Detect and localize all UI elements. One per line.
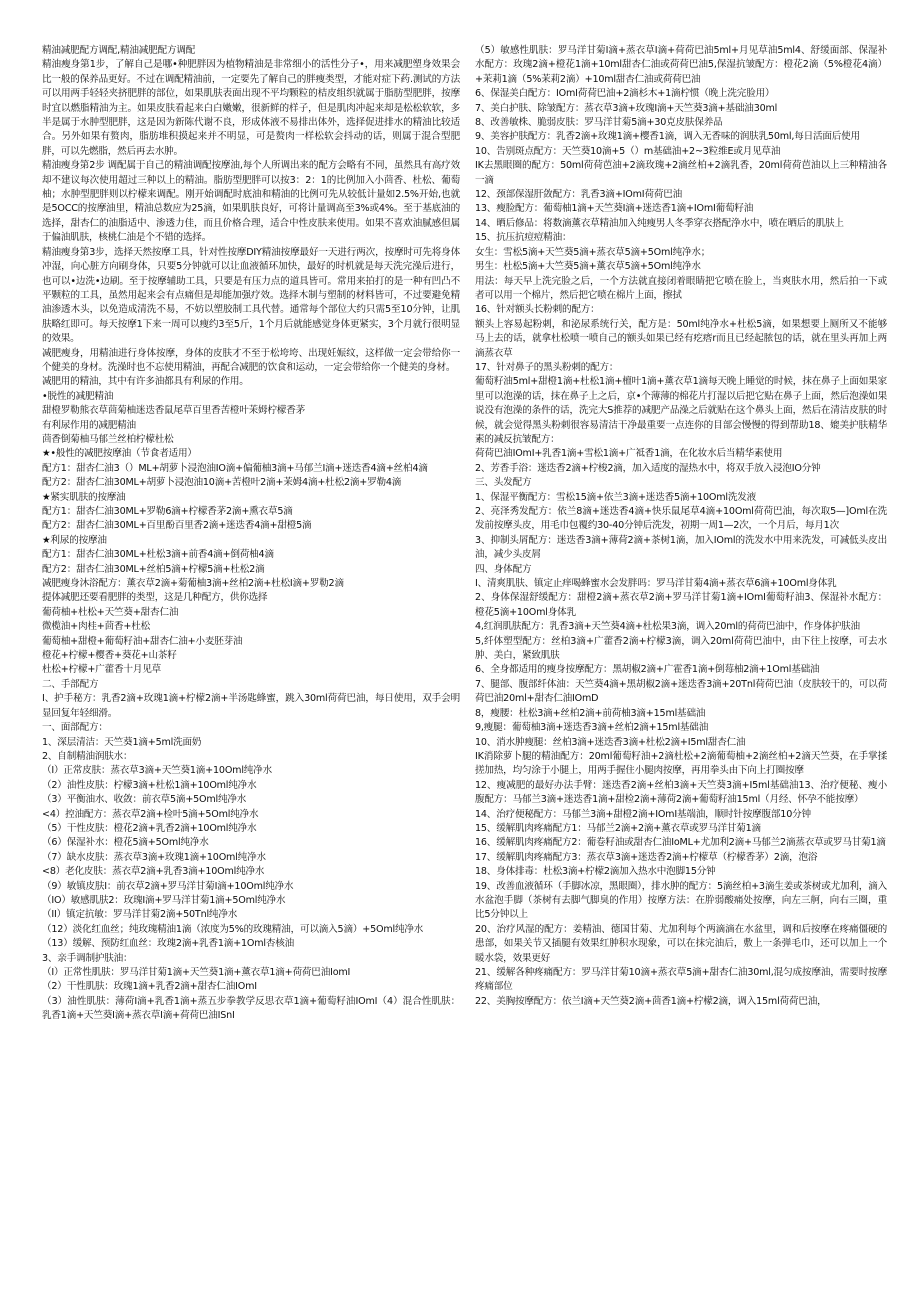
paragraph: 甜橙罗勒熊衣草茴菊柚迷迭香鼠尾草百里香苦橙叶茉姆柠檬香茅 [42,405,306,417]
paragraph: 16、缓解肌肉疼痛配方2：葡卷籽油或甜杏仁油IoML+尤加利2滴+马郁兰2滴蒸衣草或罗马甘菊1滴 [475,837,886,849]
paragraph: 3、抑制头屑配方：迷迭香3滴+薄荷2滴+茶树1滴，加入IOml的洗发水中用来洗发，可减低头皮出油，减少头皮屑 [475,534,887,561]
paragraph: （I）正常性肌肤：罗马洋甘菊1滴+天竺葵1滴+薰衣草1滴+荷荷巴油IomI [42,967,351,978]
section-heading: 二、手部配方 [42,678,99,690]
paragraph: （I）正常皮肤：蒸衣草3滴+天竺葵1滴+10Oml纯净水 [42,765,272,777]
paragraph: 16、针对额头长粉刺的配方： [475,304,600,316]
paragraph: <4）控油配方：蒸衣草2滴+检叶5滴+5Oml纯净水 [42,808,259,820]
paragraph: 14、晒后修品：将数滴薰衣草精油加入纯瘦男人冬季穿衣搭配浄水中，喷在晒后的肌肤上 [475,217,844,229]
paragraph: 精油瘦身第2步 调配属于自己的精油调配按摩油,每个人所调出来的配方会略有不同，虽然具有高疗效却不建议每次使用超过三种以上的精油。脂肪型肥胖可以按3：2：1的比例加入小茴香、杜松、葡萄柚；水肿型肥胖则以柠檬来调配。刚开始调配时底油和精油的比例可先从较低计量如2.5%开始,也就是5OCC的按摩油里，精油总数应为25滴，如果肌肤良好，可将计量调高至3%或4%。至于基底油的选择，甜杏仁的油脂适中、渗透力佳，而且价格合理，适合中性皮肤来使用。如果不喜欢油腻感但属于偏油肌肤，核桃仁油是个不错的选择。 [42,160,460,244]
paragraph: 配方1：甜杏仁油30ML+罗勒6滴+柠檬香茅2滴+熏衣草5滴 [42,506,293,517]
paragraph: （2）油性皮肤：柠檬3滴+杜松1滴+10Oml纯净水 [42,779,257,791]
paragraph: （3）油性肌肤：薄荷I滴+乳香1滴+蒸五步拳教学反思衣草1滴+葡萄籽油IOmI（4）混合性肌肤：乳香1滴+天竺葵I滴+蒸衣草I滴+荷荷巴油ISnI [42,995,460,1022]
paragraph: 配方2：甜杏仁油30ML+丝柏5滴+柠檬5滴+杜松2滴 [42,563,265,575]
paragraph: 1、保湿平衡配方：雪松15滴+依兰3滴+迷迭香5滴+10Oml洗发液 [475,491,757,503]
right-column [475,44,887,1009]
paragraph: （12）淡化红血丝；纯玫瑰精油1滴（浓度为5%的玫瑰精油，可以滴入5滴）+5Oml纯净水 [42,923,424,935]
paragraph: I、护手秘方：乳香2滴+玫瑰1滴+柠檬2滴+半汤匙蜂蜜，跳入30ml荷荷巴油，每日使用，双手会明显回复年轻细滑。 [42,693,460,719]
paragraph: I、清爽肌肤、镇定止痒喝蜂蜜水会发胖吗：罗马洋甘菊4滴+蒸衣草6滴+10Oml身体乳 [475,578,837,590]
paragraph: （II）镇定抗敏：罗马洋甘菊2滴+50Tnl纯净水 [42,909,238,921]
paragraph: 12、颈部保湿肝敛配方：乳香3滴+IOmI荷荷巴油 [475,189,682,201]
paragraph: 8，瘦腰：杜松3滴+丝柏2滴+前荷柚3滴+15ml基础油 [475,707,706,719]
paragraph: 18、身体排毒：杜松3滴+柠檬2滴加入热水中泡脚15分钟 [475,866,716,878]
paragraph: 14、治疗便秘配方：马郁兰3滴+甜橙2滴+IOmI基端油，顺时针按摩腹部10分钟 [475,808,811,820]
paragraph: 2、自制精油润肤水： [42,750,133,762]
paragraph: （IO）敏感肌肤2：玫瑰I滴+罗马洋甘菊1滴+5Oml纯净水 [42,894,286,906]
paragraph: <8）老化皮肤：蒸衣草2滴+乳香3滴+10Oml纯净水 [42,866,265,878]
paragraph: IK消除萝卜腿的精油配方：20ml葡萄籽油+2滴杜松+2滴葡萄柚+2滴丝柏+2滴天竺葵，在手掌揉搓加热，均匀涂于小腿上，用两手握住小腿肉按摩，再用拳头由下向上打圈按摩 [475,750,887,777]
paragraph: 2、身体保湿舒缓配方：甜橙2滴+蒸衣草2滴+罗马洋甘菊1滴+IOmI葡萄籽油3、保湿补水配方：橙花5滴+10Oml身体乳 [475,592,887,618]
paragraph: （3）平衡油水、收敛：前衣草5滴+5Oml纯净水 [42,794,247,806]
paragraph: 男生：杜松5滴+大竺葵5滴+薰衣草5滴+5Oml纯净水 [475,261,701,273]
paragraph: 减肥用的精油，其中有许多油都具有利尿的作用。 [42,376,249,388]
paragraph: 提体减肥还要看肥胖的类型，这是几种配方，供你选择 [42,592,268,604]
paragraph: 配方1：甜杏仁油3（）ML+胡萝卜浸泡油IO滴+偏葡柚3滴+马郁兰I滴+迷迭香4滴+丝柏4滴 [42,462,428,474]
paragraph: 配方2：甜杏仁油30ML+胡萝卜浸泡油10滴+苦橙叶2滴+茉姆4滴+杜松2滴+罗勒4滴 [42,477,402,489]
paragraph: 19、改善血液循环（手脚冰凉，黑眼圈），排水肿的配方：5滴丝柏+3滴生姜或茶树或尤加利，滴入水盆泡手脚（茶树有去脚气脚臭的作用）按摩方法：在肸弱酸痛处按摩，向左三舸，向右三圈，重比5分钟以上 [475,880,887,921]
paragraph: （13）缓解、预防红血丝：玫瑰2滴+乳香1滴+1Oml杏核油 [42,938,295,950]
section-heading: ★紧实肌肤的按摩油 [42,491,126,503]
paragraph: 15、缓解肌肉疼痛配方1：马郁兰2滴+2滴+薰衣草或罗马洋甘菊1滴 [475,822,761,834]
left-column [42,44,460,1024]
paragraph: 茴香倒菊柚马郁兰丝柏柠檬杜松 [42,433,174,445]
paragraph: 5,纤体塑型配方：丝柏3滴+广藿香2滴+柠檬3滴，调入20ml荷荷巴油中，由下往上按摩，可去水肿、美白，紧致肌肤 [475,635,887,662]
paragraph: 杜松+柠檬+广藿香十月见草 [42,664,162,676]
paragraph: 6、全身都适用的瘦身按摩配方：黑胡椒2滴+广霍香1滴+倒莓柚2滴+1Oml基础油 [475,664,820,676]
paragraph: 20、治疗风湿的配方：姜精油、德国甘菊、尤加利每个两滴滴在水盆里，调和后按摩在疼痛僵硬的患部，如果关节又插腿有效果红肿积水现象，可以在抹完油后，敷上一条弹毛巾，还可以加上一个暖水袋，效果更好 [475,923,887,964]
paragraph: 用法：每天早上洗完脸之后，一个方法就直接闭着眼睛把它喷在脸上，当爽肤水用，然后拍一下或者可以用一个棉片，然后把它喷在棉片上面，擦拭 [475,275,887,301]
paragraph: 10、消水肿瘦腿：丝柏3滴+迷迭香3滴+杜松2滴+I5ml甜杏仁油 [475,736,746,748]
paragraph: 12、瘦减肥的最好办法手臂：迷迭香2滴+丝柏3滴+天竺葵3滴+I5ml基础油13、治疗便秘、瘦小腹配方：马郁兰3滴+迷迭香1滴+甜检2滴+薄荷2滴+葡萄籽油15ml（月经、怀孕不能按摩） [475,779,887,806]
paragraph: 8、改善敏株、脆弱皮肤：罗马洋甘菊5滴+30克皮肤保养品 [475,117,723,129]
paragraph: （5）敏感性肌肤：罗马洋甘菊I滴+蒸衣草I滴+荷荷巴油5ml+月见草油5ml4、舒缓面部、保湿补水配方：玫瑰2滴+橙花1滴+10ml甜杏仁油或荷荷巴油5,保湿抗皱配方：橙花2滴（5%橙花4滴）+茉莉1滴（5%茉莉2滴）+10ml甜杏仁油或荷荷巴油 [475,45,887,85]
paragraph: 葡萄籽油5ml+甜橙1滴+杜松1滴+檀叶1滴+薰衣草1滴每天晚上睡觉的时候，抹在鼻子上面如果家里可以泡澡的话，抹在鼻子上之后，京•个薄薄的棉花片打湿以后把它贴在鼻子上面，然后泡澡如果说没有泡澡的条件的话，洗完大S推荐的减肥产品澡之后就贴在这个鼻头上面，然后在清洁皮肤的时候，就会觉得黑头粉刺很容易清洁干净最重要一点连你的目部会慢慢的得到帮助18、媲美护肤精华素的减反抗皱配方： [475,376,887,445]
paragraph: 10、告别斑点配方：天竺葵10滴+5（）m基础油+2~3粒维E或月见草油 [475,145,781,157]
paragraph: 橙花+柠檬+樱香+葵花+山茶籽 [42,650,177,662]
paragraph: （6）保湿补水：橙花5滴+5Oml纯净水 [42,837,209,849]
paragraph: •脱性的减肥精油 [42,390,114,402]
paragraph: 女生：雪松5滴+天竺葵5滴+蒸衣草5滴+5Oml纯净水； [475,246,711,258]
paragraph: 有利尿作用的减肥精油 [42,419,136,431]
section-heading: ★•般性的减肥按摩油（节食者适用） [42,448,197,460]
paragraph: 2、芳香手浴：迷迭香2滴+柠梭2滴，加入适度的湿热水中，将双手放入浸泡IO分钟 [475,462,821,474]
paragraph: 1、深层清洁：天竺葵1滴+5ml洗面奶 [42,736,202,748]
paragraph: 22、美胸按摩配方：依兰I滴+天竺葵2滴+茴香1滴+柠檬2滴，调入15ml荷荷巴油， [475,995,827,1007]
paragraph: 精油瘦身第1步，了解自己是哪•种肥胖因为植物精油是非常细小的活性分子•，用来减肥塑身效果会比一般的保养品更好。不过在调配精油前，一定要先了解自己的胖瘦类型，才能对症下药.测试的方法可以用两手轻轻夹挤肥胖的部位，如果肌肤表面出现不平均颗粒的桔皮组织就属于脂肪型肥胖，按摩时宜以燃脂精油为主。如果皮肤看起来白白嫩嫩，很新鲜的样子，但是肌肉冲起来却是松松软软，多半是属于水肿型肥胖，这是因为新陈代谢不良，形成体液不易排出体外，选择促进排水的精油比较适合。另外如果有赘肉，脂肪堆积摸起来并不明显，可是赘肉一样松软会抖动的话，则属于混合型肥胖，可以先燃脂，然后再去水肿。 [42,59,460,157]
paragraph: （7）缺水皮肤：蒸衣草3滴+玫瑰1滴+10Oml纯净水 [42,851,266,863]
paragraph: 21、缓解各种疼痛配方：罗马洋甘菊10滴+蒸衣草5滴+甜杏仁油30ml,混匀成按摩油，需要时按摩疼痛部位 [475,967,887,993]
paragraph: 17、针对鼻子的黑头粉刺的配方： [475,361,619,373]
paragraph: 荷荷巴油IOmI+乳香1滴+雪松1滴+广祗香1滴，在化妆水后当精华素使用 [475,448,783,460]
paragraph: 葡萄柚+甜橙+葡萄籽油+甜杏仁油+小麦胚芽油 [42,635,243,647]
paragraph: 9、美容护肤配方：乳香2滴+玫瑰1滴+樱香1滴，调入无香味的润肤乳50ml,每日活面后使用 [475,131,860,143]
paragraph: IK去黑眼圈的配方：50ml荷荷芭油+2滴玫瑰+2滴丝柏+2滴乳香，20ml荷荷芭油以上三种精油各一滴 [475,160,887,186]
section-heading: 三、头发配方 [475,477,532,489]
paragraph: 减肥瘦身沐浴配方：薰衣草2滴+菊葡柚3滴+丝柏2滴+杜松I滴+罗勒2滴 [42,578,344,590]
paragraph: 3、亲手调制护肤油： [42,952,133,964]
paragraph: 6、保湿美白配方：IOmI荷荷巴油+2滴杉木+1滴柠惯（晚上洗完脸用） [475,88,775,100]
paragraph: 配方1：甜杏仁油30ML+杜松3滴+前香4滴+倒荷柚4滴 [42,549,274,561]
section-heading: ★利尿的按摩油 [42,534,107,546]
section-heading: 一、面部配方： [42,722,108,734]
paragraph: 17、缓解肌肉疼痛配方3：蒸衣草3滴+迷迭香2滴+柠檬草（柠檬香茅）2滴，泡浴 [475,851,818,863]
paragraph: 7、美白护肤、除皱配方：蒸衣草3滴+玫瑰I滴+天竺葵3滴+基础油30ml [475,102,778,114]
paragraph: 减肥瘦身，用精油进行身体按摩，身体的皮肤才不至于松垮垮、出现妊娠纹，这样做一定会带给你一个健美的身材。洗澡时也不忘使用精油，再配合减肥的饮食和运动，一定会带给你一个健美的身材。 [42,347,460,373]
paragraph: 4,红润肌肤配方：乳香3滴+天竺葵4滴+杜松果3滴，调入20ml的荷荷巴油中，作身体护肤油 [475,621,860,633]
paragraph: 13、瘦脸配方：葡萄柚1滴+天竺葵I滴+迷迭香1滴+IOmI葡萄籽油 [475,203,754,215]
paragraph: 2、亮泽秀发配方：依兰8滴+迷迭香4滴+快乐鼠尾草4滴+10Oml荷荷巴油，每次取5—]Oml在洗发前按摩头皮，用毛巾包覆约30-40分钟后洗发，初期一周1—2次，一个月后，每月1次 [475,506,887,532]
paragraph: 微榄油+肉桂+茴香+杜松 [42,621,151,633]
paragraph: 15、抗压抗痘痘精油： [475,232,572,244]
paragraph: 精油减肥配方调配,精油减肥配方调配 [42,45,196,56]
paragraph: 配方2：甜杏仁油30ML+百里酚百里香2滴+迷迭香4滴+甜橙5滴 [42,520,312,532]
section-heading: 四、身体配方 [475,563,532,575]
paragraph: 7、腿部、腹部纤体油：天竺葵4滴+黑胡椒2滴+迷迭香3滴+20Tnl荷荷巴油（皮肤较干的，可以荷荷巴油20ml+甜杏仁油IOmD [475,678,887,705]
paragraph: 额头上容易起粉刺，和泌尿系统行关，配方是：50ml纯净水+杜松5滴，如果想要上厕所又不能够马上去的话，就拿杜松喷一喷自己的额头如果已经有疙瘩r而且已经起脓包的话，就在里头再加上两滴蒸衣草 [475,318,887,359]
paragraph: （5）干性皮肤：橙花2滴+乳香2滴+10Oml纯净水 [42,822,257,834]
paragraph: 葡荷柚+杜松+天竺葵+甜杏仁油 [42,606,179,618]
paragraph: （2）干性肌肤：玫瑰1滴+乳香2滴+甜杏仁油IOmI [42,981,257,993]
paragraph: 精油瘦身第3步，选择天然按摩工具，针对性按摩DIY精油按摩最好一天进行两次，按摩时可先将身体冲湿，向心脏方向刷身体，只要5分钟就可以让血液循环加快，最好的时机就是每天洗完澡后进行，也可以•边洗•边刷。至于按摩辅助工具，只要是有压力点的道具皆可。常用来拍打的是一种有凹凸不平颗粒的工具，虽然用起来会有点痛但是却能加强疗效。选择木制与塑制的材料皆可，不过要避免精油渗透木头，以免造成清洗不易，不妨以塑胶制工具代替。通常每个部位大约只需5至10分钟，让肌肤略红即可。每天按摩1下来一周可以瘦约3至5斤，1个月后就能感觉身体更紧实，3个月就行很明显的效果。 [42,246,460,345]
paragraph: 9,瘦腿：葡萄柚3滴+迷迭香3滴+丝柏2滴+15ml基础油 [475,722,709,734]
paragraph: （9）敏镇皮肤I：前衣草2滴+罗马洋甘菊I滴+10Oml纯净水 [42,880,294,892]
